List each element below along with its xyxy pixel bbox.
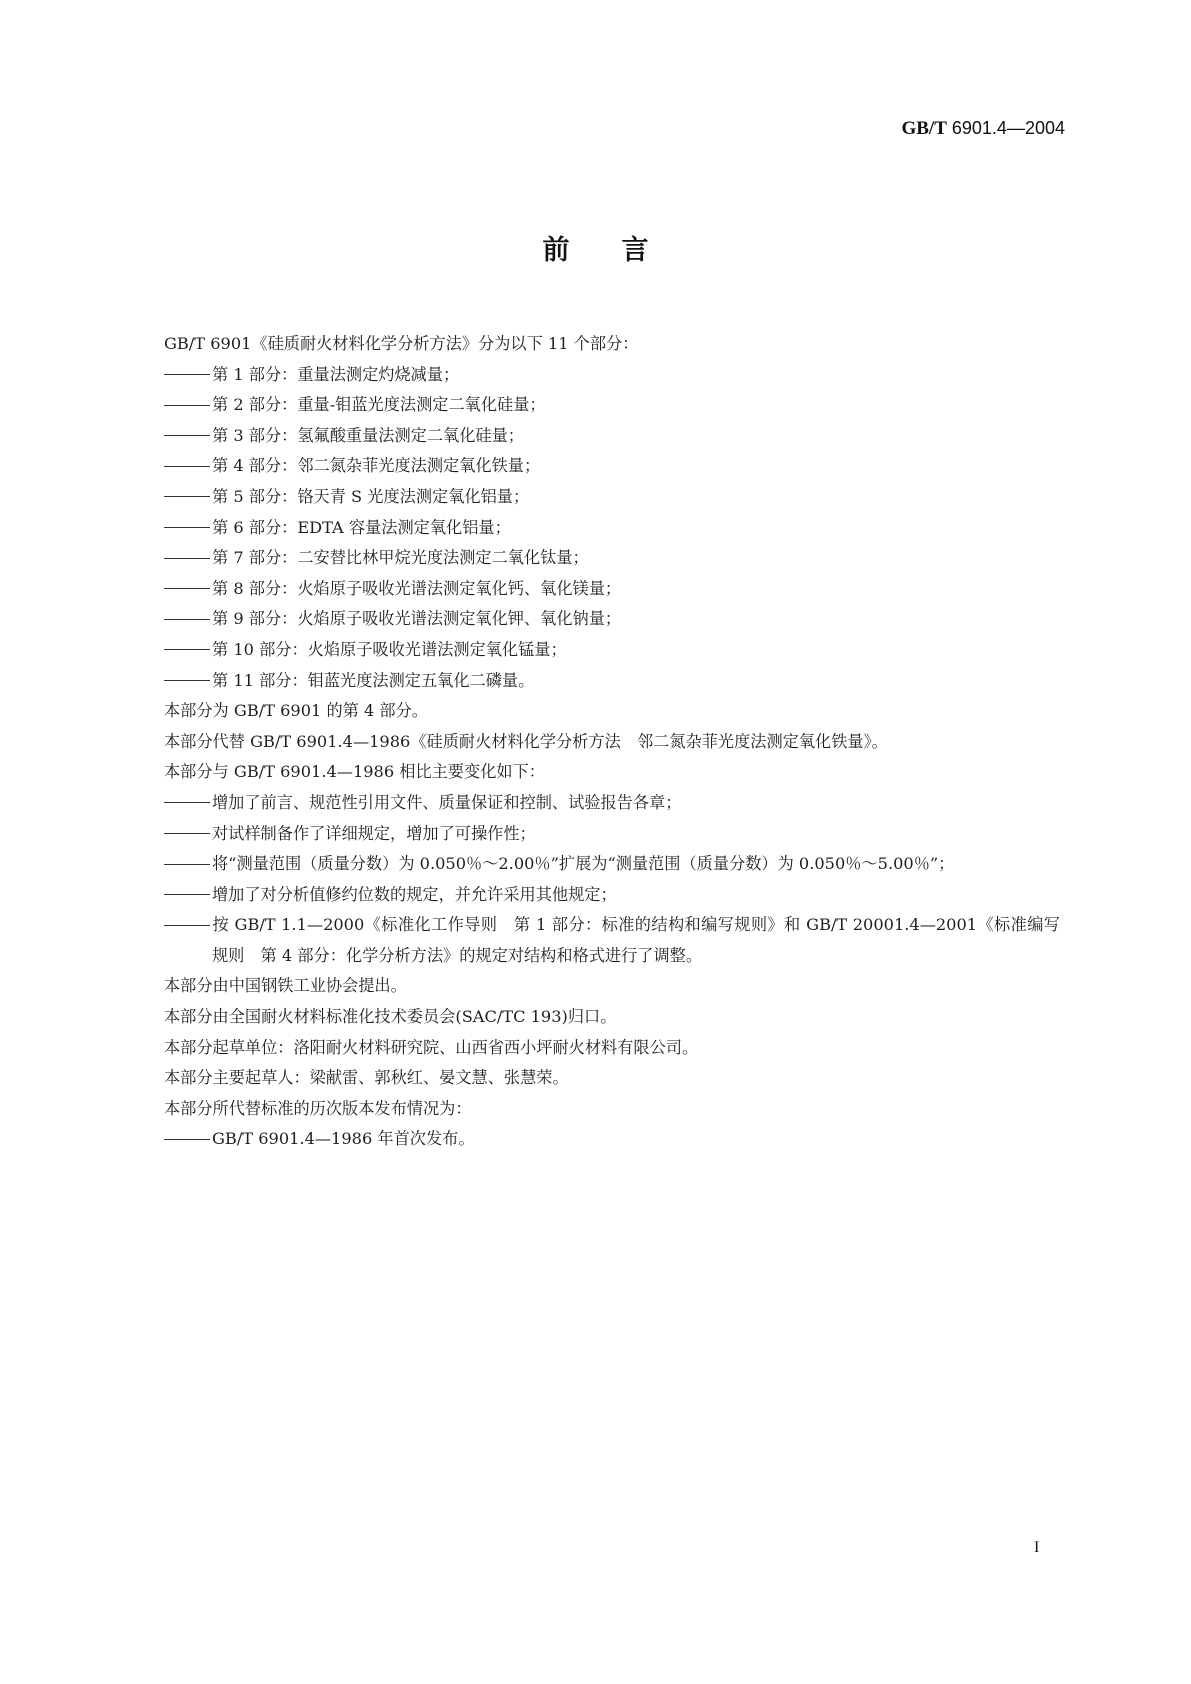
list-item: 第 8 部分：火焰原子吸收光谱法测定氧化钙、氧化镁量； bbox=[212, 578, 622, 598]
list-item: 第 1 部分：重量法测定灼烧减量； bbox=[212, 364, 460, 384]
list-item: 第 3 部分：氢氟酸重量法测定二氧化硅量； bbox=[212, 425, 524, 445]
list-item: 第 9 部分：火焰原子吸收光谱法测定氧化钾、氧化钠量； bbox=[212, 609, 622, 629]
list-item: 第 6 部分：EDTA 容量法测定氧化铝量； bbox=[212, 517, 511, 537]
parts-list bbox=[128, 360, 1060, 697]
page-number: I bbox=[1034, 1539, 1040, 1556]
list-item: GB/T 6901.4—1986 年首次发布。 bbox=[212, 1129, 475, 1149]
page-title: 前言 bbox=[542, 235, 701, 266]
standard-code-header bbox=[901, 118, 1065, 140]
changes-intro-paragraph: 本部分与 GB/T 6901.4—1986 相比主要变化如下： bbox=[164, 762, 545, 782]
changes-list bbox=[128, 788, 1060, 972]
history-intro-paragraph: 本部分所代替标准的历次版本发布情况为： bbox=[164, 1098, 472, 1118]
drafting-units-paragraph: 本部分起草单位：洛阳耐火材料研究院、山西省西小坪耐火材料有限公司。 bbox=[164, 1037, 699, 1057]
list-item: 第 4 部分：邻二氮杂菲光度法测定氧化铁量； bbox=[212, 456, 541, 476]
list-item: 第 10 部分：火焰原子吸收光谱法测定氧化锰量； bbox=[212, 639, 567, 659]
list-item: 第 11 部分：钼蓝光度法测定五氧化二磷量。 bbox=[212, 670, 535, 690]
standard-prefix: GB/T bbox=[901, 118, 947, 139]
list-item: 第 2 部分：重量-钼蓝光度法测定二氧化硅量； bbox=[212, 395, 546, 415]
list-item: 增加了前言、规范性引用文件、质量保证和控制、试验报告各章； bbox=[212, 792, 682, 812]
history-list bbox=[128, 1124, 1060, 1155]
list-item: 将“测量范围（质量分数）为 0.050％～2.00％”扩展为“测量范围（质量分数）为 0.050％～5.00％”； bbox=[212, 854, 955, 874]
list-item: 增加了对分析值修约位数的规定，并允许采用其他规定； bbox=[212, 884, 617, 904]
list-item: 对试样制备作了详细规定，增加了可操作性； bbox=[212, 823, 536, 843]
intro-paragraph: GB/T 6901《硅质耐火材料化学分析方法》分为以下 11 个部分： bbox=[164, 334, 639, 353]
standard-number: 6901.4—2004 bbox=[951, 118, 1065, 138]
proposed-by-paragraph: 本部分由中国钢铁工业协会提出。 bbox=[164, 976, 407, 996]
this-part-paragraph: 本部分为 GB/T 6901 的第 4 部分。 bbox=[164, 701, 428, 721]
foreword-body bbox=[128, 329, 1060, 1155]
list-item: 第 7 部分：二安替比林甲烷光度法测定二氧化钛量； bbox=[212, 548, 589, 568]
list-item: 第 5 部分：铬天青 S 光度法测定氧化铝量； bbox=[212, 486, 530, 506]
list-item: 按 GB/T 1.1—2000《标准化工作导则 第 1 部分：标准的结构和编写规则》和 GB/T 20001.4—2001《标准编写规则 第 4 部分：化学分析方法》的规定对结构和格式进行了调整。 bbox=[212, 915, 1060, 965]
replaces-paragraph: 本部分代替 GB/T 6901.4—1986《硅质耐火材料化学分析方法 邻二氮杂菲光度法测定氧化铁量》。 bbox=[164, 731, 888, 751]
drafters-paragraph: 本部分主要起草人：梁献雷、郭秋红、晏文慧、张慧荣。 bbox=[164, 1068, 569, 1088]
centralized-by-paragraph: 本部分由全国耐火材料标准化技术委员会(SAC/TC 193)归口。 bbox=[164, 1007, 617, 1027]
